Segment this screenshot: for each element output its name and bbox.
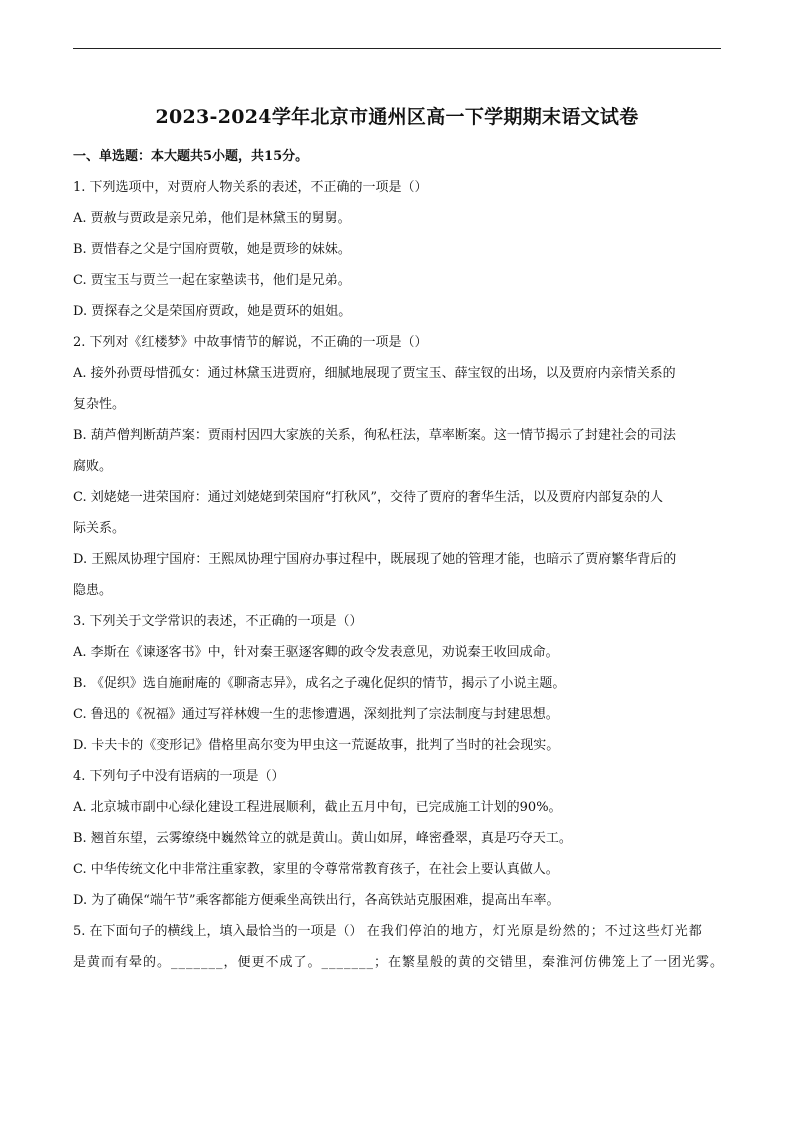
question-5 <box>73 916 725 978</box>
option-a <box>73 358 725 420</box>
question-1 <box>73 172 725 327</box>
question-stem: 3. 下列关于文学常识的表述，不正确的一项是（） <box>73 614 363 629</box>
option-line: A. 接外孙贾母惜孤女：通过林黛玉进贾府，细腻地展现了贾宝玉、薛宝钗的出场，以及贾府内亲情关系的 <box>73 366 676 381</box>
option-c <box>73 482 725 544</box>
option-a: A. 北京城市副中心绿化建设工程进展顺利，截止五月中旬，已完成施工计划的90%。 <box>73 800 562 815</box>
option-b <box>73 420 725 482</box>
option-line: 际关系。 <box>73 521 126 536</box>
exam-content <box>73 141 725 978</box>
option-line: B. 葫芦僧判断葫芦案：贾雨村因四大家族的关系，徇私枉法，草率断案。这一情节揭示了封建社会的司法 <box>73 428 676 443</box>
option-a: A. 贾赦与贾政是亲兄弟，他们是林黛玉的舅舅。 <box>73 211 351 226</box>
option-line: 腐败。 <box>73 459 113 474</box>
option-b: B. 《促织》选自施耐庵的《聊斋志异》，成名之子魂化促织的情节，揭示了小说主题。 <box>73 676 566 691</box>
option-b: B. 翘首东望，云雾缭绕中巍然耸立的就是黄山。黄山如屏，峰密叠翠，真是巧夺天工。 <box>73 831 572 846</box>
option-c: C. 中华传统文化中非常注重家教，家里的令尊常常教育孩子，在社会上要认真做人。 <box>73 862 559 877</box>
question-stem: 1. 下列选项中，对贾府人物关系的表述，不正确的一项是（） <box>73 180 428 195</box>
option-d: D. 贾探春之父是荣国府贾政，她是贾环的姐姐。 <box>73 304 352 319</box>
page-title: 2023-2024学年北京市通州区高一下学期期末语文试卷 <box>155 106 639 128</box>
passage-text: 是黄而有晕的。_______，便更不成了。_______；在繁星般的黄的交错里，秦淮河仿佛笼上了一团光雾。 <box>73 955 725 970</box>
option-d: D. 卡夫卡的《变形记》借格里高尔变为甲虫这一荒诞故事，批判了当时的社会现实。 <box>73 738 560 753</box>
option-d <box>73 544 725 606</box>
question-stem-line <box>73 916 725 947</box>
question-2 <box>73 327 725 606</box>
header-rule <box>73 48 721 49</box>
question-stem: 2. 下列对《红楼梦》中故事情节的解说，不正确的一项是（） <box>73 335 428 350</box>
question-3 <box>73 606 725 761</box>
option-c: C. 贾宝玉与贾兰一起在家塾读书，他们是兄弟。 <box>73 273 351 288</box>
option-c: C. 鲁迅的《祝福》通过写祥林嫂一生的悲惨遭遇，深刻批判了宗法制度与封建思想。 <box>73 707 559 722</box>
option-d: D. 为了确保“端午节”乘客都能方便乘坐高铁出行，各高铁站克服困难，提高出车率。 <box>73 893 560 908</box>
question-stem: 5. 在下面句子的横线上，填入最恰当的一项是（） <box>73 924 363 939</box>
option-line: C. 刘姥姥一进荣国府：通过刘姥姥到荣国府“打秋风”，交待了贾府的奢华生活，以及贾府内部复杂的人 <box>73 490 664 505</box>
section-header: 一、单选题：本大题共5小题，共15分。 <box>73 149 309 164</box>
question-4 <box>73 761 725 916</box>
option-b: B. 贾惜春之父是宁国府贾敬，她是贾珍的妹妹。 <box>73 242 351 257</box>
question-stem: 4. 下列句子中没有语病的一项是（） <box>73 769 285 784</box>
option-a: A. 李斯在《谏逐客书》中，针对秦王驱逐客卿的政令发表意见，劝说秦王收回成命。 <box>73 645 559 660</box>
option-line: 复杂性。 <box>73 397 126 412</box>
passage-text: 在我们停泊的地方，灯光原是纷然的；不过这些灯光都 <box>366 924 703 939</box>
option-line: D. 王熙凤协理宁国府：王熙凤协理宁国府办事过程中，既展现了她的管理才能，也暗示了贾府繁华背后的 <box>73 552 677 567</box>
option-line: 隐患。 <box>73 583 113 598</box>
